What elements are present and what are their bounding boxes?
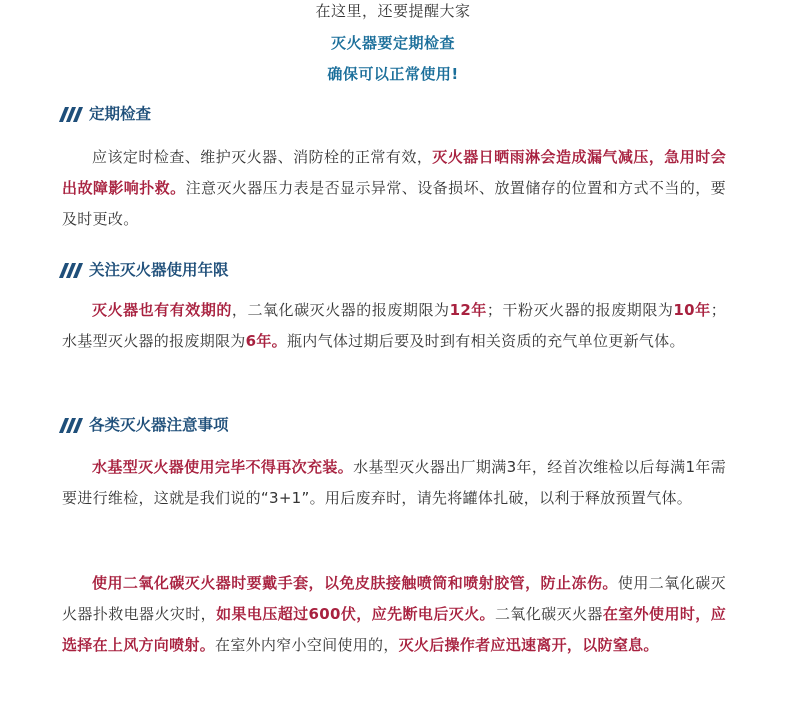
- section-heading-regular-check: [62, 103, 151, 125]
- highlight-text: 10年: [673, 301, 711, 319]
- triple-slash-icon: [62, 418, 83, 433]
- intro-line-2: 灭火器要定期检查: [330, 34, 455, 52]
- highlight-text: 12年: [449, 301, 487, 319]
- section-title: 关注灭火器使用年限: [89, 261, 229, 279]
- section-title: 定期检查: [89, 105, 152, 123]
- intro-line-3: 确保可以正常使用!: [327, 65, 459, 83]
- section-paragraph: [62, 295, 726, 357]
- section-heading-service-life: [62, 259, 229, 281]
- body-text: 使用二氧化碳灭火器扑救电器火灾时，: [62, 574, 726, 623]
- body-text: ；水基型灭火器的报废期限为: [62, 301, 727, 350]
- section-title: 各类灭火器注意事项: [89, 416, 229, 434]
- highlight-text: 灭火器也有有效期的: [92, 301, 232, 319]
- section-paragraph: [62, 142, 726, 235]
- highlight-text: 灭火后操作者应迅速离开，以防窒息。: [398, 636, 659, 654]
- body-text: 应该定时检查、维护灭火器、消防栓的正常有效，: [92, 148, 433, 166]
- section-paragraph: [62, 452, 726, 514]
- body-text: ，二氧化碳灭火器的报废期限为: [231, 301, 450, 319]
- highlight-text: 灭火器日晒雨淋会造成漏气减压，急用时会出故障影响扑救。: [62, 148, 726, 197]
- triple-slash-icon: [62, 107, 83, 122]
- body-text: ；干粉灭火器的报废期限为: [486, 301, 674, 319]
- section-heading-precautions: [62, 414, 229, 436]
- highlight-text: 如果电压超过600伏，应先断电后灭火。: [216, 605, 495, 623]
- highlight-text: 在室外使用时，应选择在上风方向喷射。: [62, 605, 726, 654]
- body-text: 在室外内窄小空间使用的，: [215, 636, 399, 654]
- body-text: 二氧化碳灭火器: [494, 605, 603, 623]
- highlight-text: 。: [271, 332, 287, 350]
- section-paragraph: [62, 568, 726, 661]
- body-text: 注意灭火器压力表是否显示异常、设备损坏、放置储存的位置和方式不当的，要及时更改。: [62, 179, 726, 228]
- body-text: 瓶内气体过期后要及时到有相关资质的充气单位更新气体。: [286, 332, 685, 350]
- highlight-text: 6年: [245, 332, 272, 350]
- highlight-text: 使用二氧化碳灭火器时要戴手套，以免皮肤接触喷筒和喷射胶管，防止冻伤。: [92, 574, 618, 592]
- highlight-text: 水基型灭火器使用完毕不得再次充装。: [92, 458, 354, 476]
- body-text: 水基型灭火器出厂期满3年，经首次维检以后每满1年需要进行维检，这就是我们说的“3+1”。用后废弃时，请先将罐体扎破，以利于释放预置气体。: [62, 458, 726, 507]
- triple-slash-icon: [62, 263, 83, 278]
- intro-line-1: 在这里，还要提醒大家: [315, 2, 471, 20]
